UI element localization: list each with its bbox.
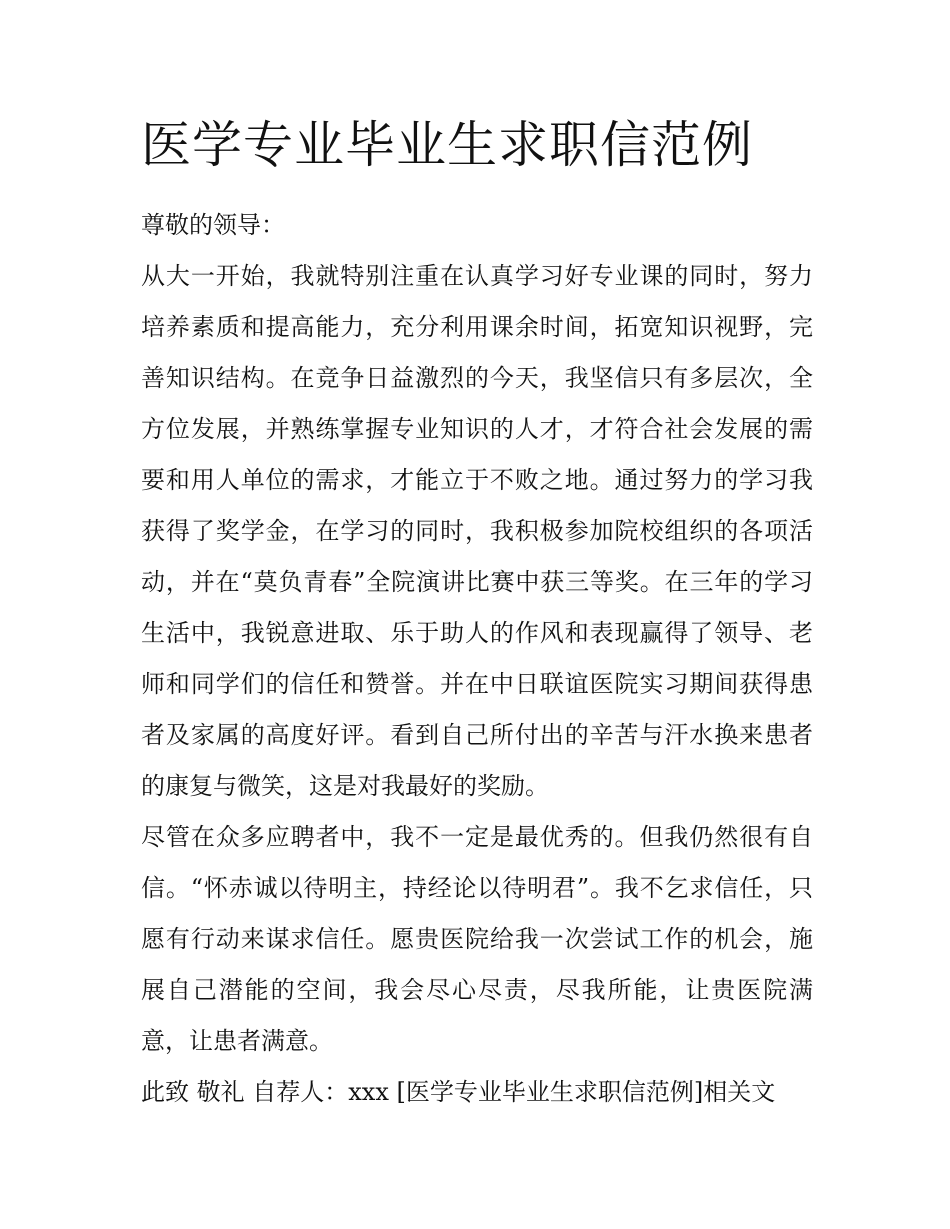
paragraph-line: 获得了奖学金，在学习的同时，我积极参加院校组织的各项活 <box>141 517 813 545</box>
paragraph-line: 信。“怀赤诚以待明主，持经论以待明君”。我不乞求信任，只 <box>141 874 813 902</box>
salutation: 尊敬的领导： <box>141 211 285 239</box>
paragraph-line: 从大一开始，我就特别注重在认真学习好专业课的同时，努力 <box>141 262 813 290</box>
paragraph-1 <box>141 251 813 812</box>
paragraph-line: 师和同学们的信任和赞誉。并在中日联谊医院实习期间获得患 <box>141 670 813 698</box>
paragraph-line: 培养素质和提高能力，充分利用课余时间，拓宽知识视野，完 <box>141 313 813 341</box>
paragraph-2 <box>141 812 813 1067</box>
closing-line: 此致 敬礼 自荐人：xxx [医学专业毕业生求职信范例]相关文 <box>141 1078 776 1106</box>
paragraph-line: 方位发展，并熟练掌握专业知识的人才，才符合社会发展的需 <box>141 415 813 443</box>
paragraph-line: 尽管在众多应聘者中，我不一定是最优秀的。但我仍然很有自 <box>141 823 813 851</box>
paragraph-line: 生活中，我锐意进取、乐于助人的作风和表现赢得了领导、老 <box>141 619 813 647</box>
paragraph-line: 动，并在“莫负青春”全院演讲比赛中获三等奖。在三年的学习 <box>141 568 813 596</box>
paragraph-line: 意，让患者满意。 <box>141 1027 333 1055</box>
paragraph-line: 愿有行动来谋求信任。愿贵医院给我一次尝试工作的机会，施 <box>141 925 813 953</box>
paragraph-line: 要和用人单位的需求，才能立于不败之地。通过努力的学习我 <box>141 466 813 494</box>
paragraph-line: 的康复与微笑，这是对我最好的奖励。 <box>141 772 549 800</box>
paragraph-line: 善知识结构。在竞争日益激烈的今天，我坚信只有多层次，全 <box>141 364 813 392</box>
document-title: 医学专业毕业生求职信范例 <box>141 116 753 174</box>
document-body <box>141 110 813 1118</box>
paragraph-line: 者及家属的高度好评。看到自己所付出的辛苦与汗水换来患者 <box>141 721 813 749</box>
paragraph-line: 展自己潜能的空间，我会尽心尽责，尽我所能，让贵医院满 <box>141 976 813 1004</box>
